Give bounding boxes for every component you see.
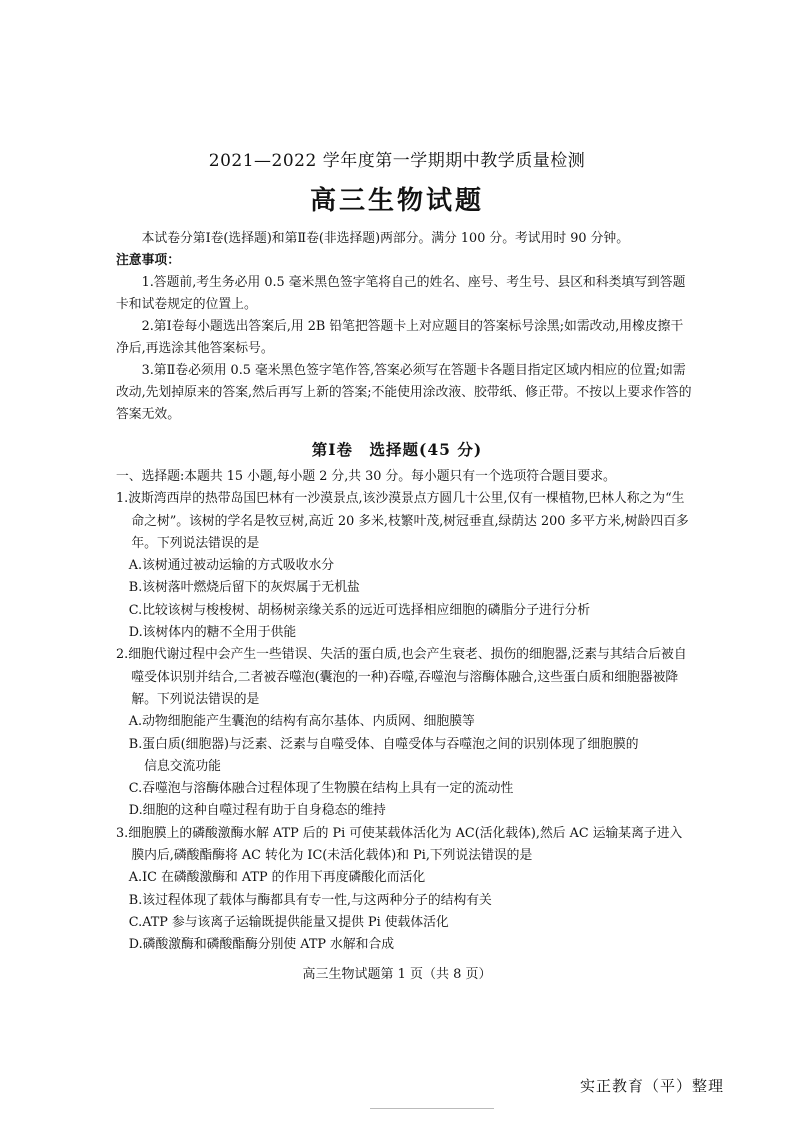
question-stem: 1.波斯湾西岸的热带岛国巴林有一沙漠景点,该沙漠景点方圆几十公里,仅有一棵植物,巴林人称之为“生命之树”。该树的学名是牧豆树,高近 20 多米,枝繁叶茂,树冠垂直,绿荫达 200 多平方米,树龄四百多年。下列说法错误的是 — [116, 491, 689, 551]
option-d: D.细胞的这种自噬过程有助于自身稳态的维持 — [128, 803, 386, 819]
option-c: C.比较该树与梭梭树、胡杨树亲缘关系的远近可选择相应细胞的磷脂分子进行分析 — [128, 602, 591, 618]
option-a: A.IC 在磷酸激酶和 ATP 的作用下再度磷酸化而活化 — [128, 870, 426, 886]
option-c: C.吞噬泡与溶酶体融合过程体现了生物膜在结构上具有一定的流动性 — [128, 781, 514, 797]
notice-heading: 注意事项： — [116, 253, 180, 268]
question-3 — [116, 823, 692, 957]
question-1 — [116, 488, 692, 644]
notice-item: 3.第Ⅱ卷必须用 0.5 毫米黑色签字笔作答,答案必须写在答题卡各题目指定区域内相应的位置;如需改动,先划掉原来的答案,然后再写上新的答案;不能使用涂改液、胶带纸、修正带。不按以上要求作答的答案无效。 — [116, 363, 692, 422]
option-d: D.磷酸激酶和磷酸酯酶分别使 ATP 水解和合成 — [128, 937, 395, 953]
notice-item: 1.答题前,考生务必用 0.5 毫米黑色签字笔将自己的姓名、座号、考生号、县区和科类填写到答题卡和试卷规定的位置上。 — [116, 275, 686, 312]
publisher-watermark: 实正教育（平）整理 — [579, 1077, 724, 1095]
option-d: D.该树体内的糖不全用于供能 — [128, 625, 297, 641]
option-b: B.该树落叶燃烧后留下的灰烬属于无机盐 — [128, 580, 360, 596]
option-b-continued: 信息交流功能 — [144, 758, 221, 774]
question-2 — [116, 644, 692, 822]
instructions — [116, 228, 692, 426]
section-description: 一、选择题:本题共 15 小题,每小题 2 分,共 30 分。每小题只有一个选项符合题目要求。 — [116, 469, 616, 484]
option-b: B.该过程体现了载体与酶都具有专一性,与这两种分子的结构有关 — [128, 892, 492, 908]
page-footer: 高三生物试题第 1 页（共 8 页） — [302, 967, 492, 982]
subject-title: 高三生物试题 — [309, 186, 484, 216]
intro-text: 本试卷分第Ⅰ卷(选择题)和第Ⅱ卷(非选择题)两部分。满分 100 分。考试用时 90 分钟。 — [141, 231, 629, 246]
question-list — [116, 466, 692, 957]
notice-item: 2.第Ⅰ卷每小题选出答案后,用 2B 铅笔把答题卡上对应题目的答案标号涂黑;如需改动,用橡皮擦干净后,再选涂其他答案标号。 — [116, 319, 684, 356]
option-b: B.蛋白质(细胞器)与泛素、泛素与自噬受体、自噬受体与吞噬泡之间的识别体现了细胞膜的 — [128, 736, 639, 752]
section-title: 第Ⅰ卷 选择题(45 分) — [311, 440, 483, 459]
option-a: A.该树通过被动运输的方式吸收水分 — [128, 558, 335, 574]
bottom-divider — [370, 1108, 494, 1109]
question-stem: 3.细胞膜上的磷酸激酶水解 ATP 后的 Pi 可使某载体活化为 AC(活化载体),然后 AC 运输某离子进入膜内后,磷酸酯酶将 AC 转化为 IC(未活化载体)和 Pi,下列说法错误的是 — [116, 825, 683, 864]
option-a: A.动物细胞能产生囊泡的结构有高尔基体、内质网、细胞膜等 — [128, 714, 475, 730]
exam-name: 2021—2022 学年度第一学期期中教学质量检测 — [208, 151, 586, 171]
question-stem: 2.细胞代谢过程中会产生一些错误、失活的蛋白质,也会产生衰老、损伤的细胞器,泛素与其结合后被自噬受体识别并结合,二者被吞噬泡(囊泡的一种)吞噬,吞噬泡与溶酶体融合,这些蛋白质和细胞器被降解。下列说法错误的是 — [116, 647, 687, 707]
option-c: C.ATP 参与该离子运输既提供能量又提供 Pi 使载体活化 — [128, 914, 449, 930]
